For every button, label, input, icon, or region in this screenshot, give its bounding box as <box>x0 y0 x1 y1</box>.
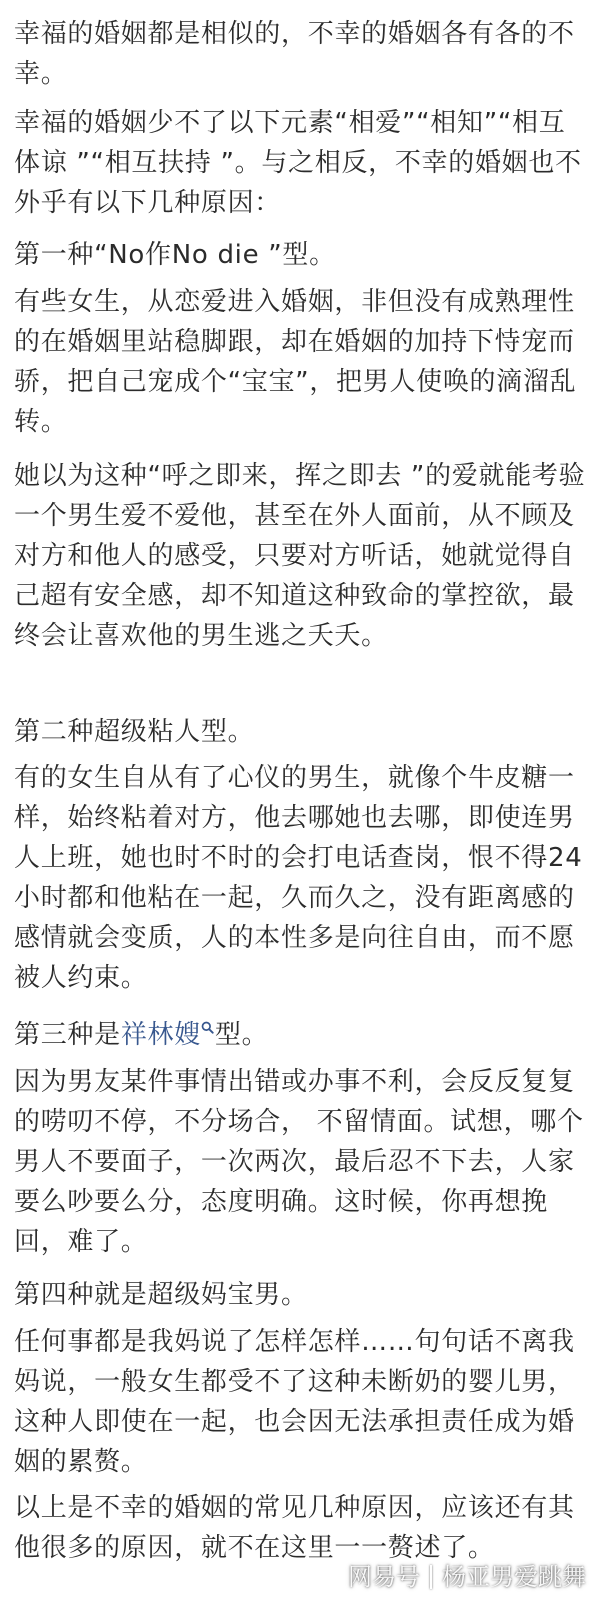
paragraph-type-2: 有的女生自从有了心仪的男生，就像个牛皮糖一样，始终粘着对方，他去哪她也去哪，即使连男人上班，她也时不时的会打电话查岗，恨不得24小时都和他粘在一起，久而久之，没有距离感的感情就会变质，人的本性多是向往自由，而不愿被人约束。 <box>14 763 583 993</box>
paragraph-type-4: 任何事都是我妈说了怎样怎样……句句话不离我妈说，一般女生都受不了这种未断奶的婴儿男，这种人即使在一起，也会因无法承担责任成为婚姻的累赘。 <box>14 1327 575 1477</box>
heading-type-3-suffix: 型。 <box>214 1020 269 1050</box>
watermark-author: 杨亚男爱跳舞 <box>442 1563 586 1591</box>
watermark-divider <box>430 1565 432 1589</box>
heading-type-1: 第一种“No作No die ”型。 <box>14 240 336 270</box>
xianglinsao-link[interactable]: 祥林嫂 <box>120 1020 201 1050</box>
paragraph-type-3: 因为男友某件事情出错或办事不利，会反反复复的唠叨不停，不分场合， 不留情面。试想，哪个男人不要面子，一次两次，最后忍不下去，人家要么吵要么分，态度明确。这时候，你再想挽回，难了。 <box>14 1067 584 1257</box>
heading-type-4: 第四种就是超级妈宝男。 <box>14 1280 308 1310</box>
paragraph-conclusion: 以上是不幸的婚姻的常见几种原因，应该还有其他很多的原因，就不在这里一一赘述了。 <box>14 1493 575 1563</box>
watermark-platform: 网易号 <box>348 1563 420 1591</box>
paragraph-type-1-b: 她以为这种“呼之即来，挥之即去 ”的爱就能考验一个男生爱不爱他，甚至在外人面前，从不顾及对方和他人的感受，只要对方听话，她就觉得自己超有安全感，却不知道这种致命的掌控欲，最终会让喜欢他的男生逃之夭夭。 <box>14 461 586 651</box>
paragraph-intro: 幸福的婚姻都是相似的，不幸的婚姻各有各的不幸。 <box>14 19 575 89</box>
heading-type-3 <box>14 1015 586 1055</box>
paragraph-elements: 幸福的婚姻少不了以下元素“相爱”“相知”“相互体谅 ”“相互扶持 ”。与之相反，不幸的婚姻也不外乎有以下几种原因： <box>14 108 582 218</box>
search-icon[interactable] <box>201 1021 214 1034</box>
article-body <box>14 0 586 1606</box>
heading-type-2: 第二种超级粘人型。 <box>14 717 255 747</box>
heading-type-3-prefix: 第三种是 <box>14 1020 121 1050</box>
watermark <box>348 1562 586 1592</box>
paragraph-type-1-a: 有些女生，从恋爱进入婚姻，非但没有成熟理性的在婚姻里站稳脚跟，却在婚姻的加持下恃宠而骄，把自己宠成个“宝宝”，把男人使唤的滴溜乱转。 <box>14 287 577 437</box>
